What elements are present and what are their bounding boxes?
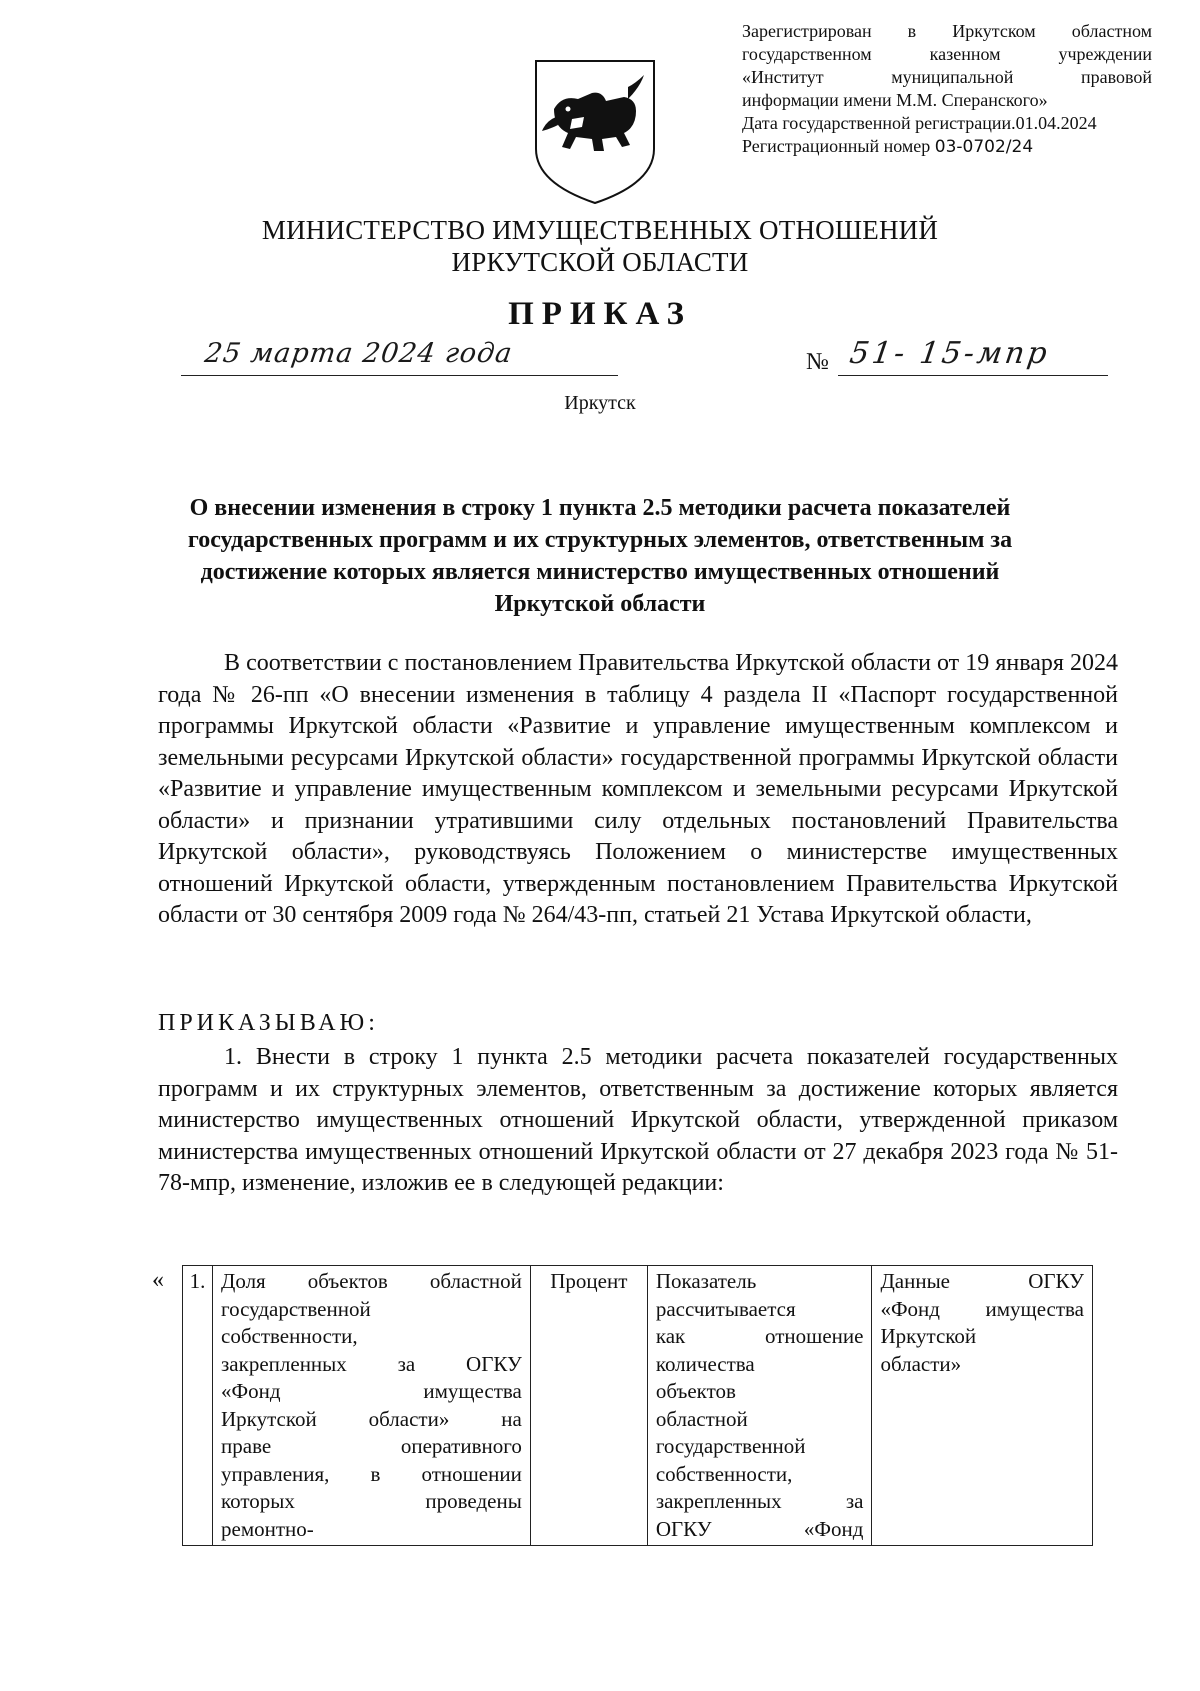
registration-number-line	[742, 135, 1152, 159]
method-line: областной	[655, 1406, 748, 1431]
method-line: как отношение	[655, 1324, 864, 1348]
method-line: ОГКУ «Фонд	[655, 1516, 864, 1541]
city-name: Иркутск	[564, 392, 636, 414]
coat-of-arms-emblem	[532, 57, 658, 207]
registration-date-line: Дата государственной регистрации.01.04.2024	[742, 113, 1097, 133]
ministry-name-line2: ИРКУТСКОЙ ОБЛАСТИ	[451, 247, 749, 277]
method-line: государственной	[655, 1434, 806, 1458]
registration-line: «Институт муниципальной правовой	[742, 67, 1152, 87]
method-line: количества	[655, 1351, 755, 1376]
registration-line: государственном казенном учреждении	[742, 44, 1152, 64]
clause-1-paragraph: 1. Внести в строку 1 пункта 2.5 методики расчета показателей государственных программ и их структурных элементов, ответственным за достижение которых является министерство имущественных отношений Иркутской области, утвержденной приказом министерства имущественных отношений Иркутской области от 27 декабря 2023 года № 51-78-мпр, изменение, изложив ее в следующей редакции:	[158, 1044, 1118, 1196]
indicator-cell	[213, 1266, 531, 1546]
registration-line: информации имени М.М. Сперанского»	[742, 90, 1048, 110]
indicator-line: государственной	[221, 1296, 371, 1321]
indicator-line: управления, в отношении	[221, 1461, 522, 1486]
indicator-line: «Фонд имущества	[221, 1379, 522, 1403]
unit-cell	[530, 1266, 647, 1546]
source-cell	[872, 1266, 1093, 1546]
order-title: ПРИКАЗ	[508, 296, 692, 332]
registration-number-label: Регистрационный номер	[742, 136, 931, 156]
date-underline	[181, 375, 618, 376]
row-number: 1.	[189, 1269, 206, 1293]
indicator-line: праве оперативного	[221, 1434, 522, 1458]
method-cell	[647, 1266, 872, 1546]
indicator-line: Доля объектов областной	[221, 1269, 522, 1293]
indicator-line: собственности,	[221, 1324, 358, 1348]
indicator-line: ремонтно-	[221, 1516, 314, 1541]
method-line: закрепленных за	[655, 1489, 864, 1513]
row-number-cell	[183, 1266, 213, 1546]
prikazyvayu-word: ПРИКАЗЫВАЮ:	[158, 1010, 379, 1036]
methodology-table	[182, 1265, 1093, 1546]
ministry-name-line1: МИНИСТЕРСТВО ИМУЩЕСТВЕННЫХ ОТНОШЕНИЙ	[261, 215, 939, 245]
order-date-handwritten: 25 марта 2024 года	[202, 338, 515, 369]
registration-number: 03-0702/24	[934, 137, 1034, 157]
indicator-line: закрепленных за ОГКУ	[221, 1351, 522, 1376]
registration-line: Зарегистрирован в Иркутском областном	[742, 21, 1152, 41]
method-line: рассчитывается	[655, 1296, 796, 1321]
method-line: собственности,	[655, 1461, 793, 1486]
indicator-line: Иркутской области» на	[221, 1406, 522, 1431]
method-line: объектов	[655, 1379, 736, 1403]
source-line: Данные ОГКУ	[880, 1269, 1084, 1293]
source-line: области»	[880, 1351, 962, 1376]
order-number-sign: №	[806, 349, 829, 375]
indicator-line: которых проведены	[221, 1489, 522, 1513]
preamble-paragraph: В соответствии с постановлением Правительства Иркутской области от 19 января 2024 года № 26-пп «О внесении изменения в таблицу 4 раздела II «Паспорт государственной программы Иркутской области «Развитие и управление имущественным комплексом и земельными ресурсами Иркутской области» государственной программы Иркутской области «Развитие и управление имущественным комплексом и земельными ресурсами Иркутской области» и признании утратившими силу отдельных постановлений Правительства Иркутской области», руководствуясь Положением о министерстве имущественных отношений Иркутской области, утвержденным постановлением Правительства Иркутской области от 30 сентября 2009 года № 264/43-пп, статьей 21 Устава Иркутской области,	[158, 650, 1118, 928]
registration-stamp	[742, 20, 1152, 159]
table-row	[183, 1266, 1093, 1546]
number-underline	[838, 375, 1108, 376]
source-line: «Фонд имущества	[880, 1296, 1084, 1321]
source-line: Иркутской	[880, 1324, 977, 1348]
table-open-quote: «	[152, 1267, 164, 1293]
order-subject: О внесении изменения в строку 1 пункта 2.5 методики расчета показателей государственных программ и их структурных элементов, ответственным за достижение которых является министерство имущественных отношений Иркутской области	[187, 495, 1013, 617]
unit-value: Процент	[550, 1269, 628, 1293]
order-number-handwritten: 51- 15-мпр	[847, 336, 1053, 371]
method-line: Показатель	[655, 1269, 757, 1293]
